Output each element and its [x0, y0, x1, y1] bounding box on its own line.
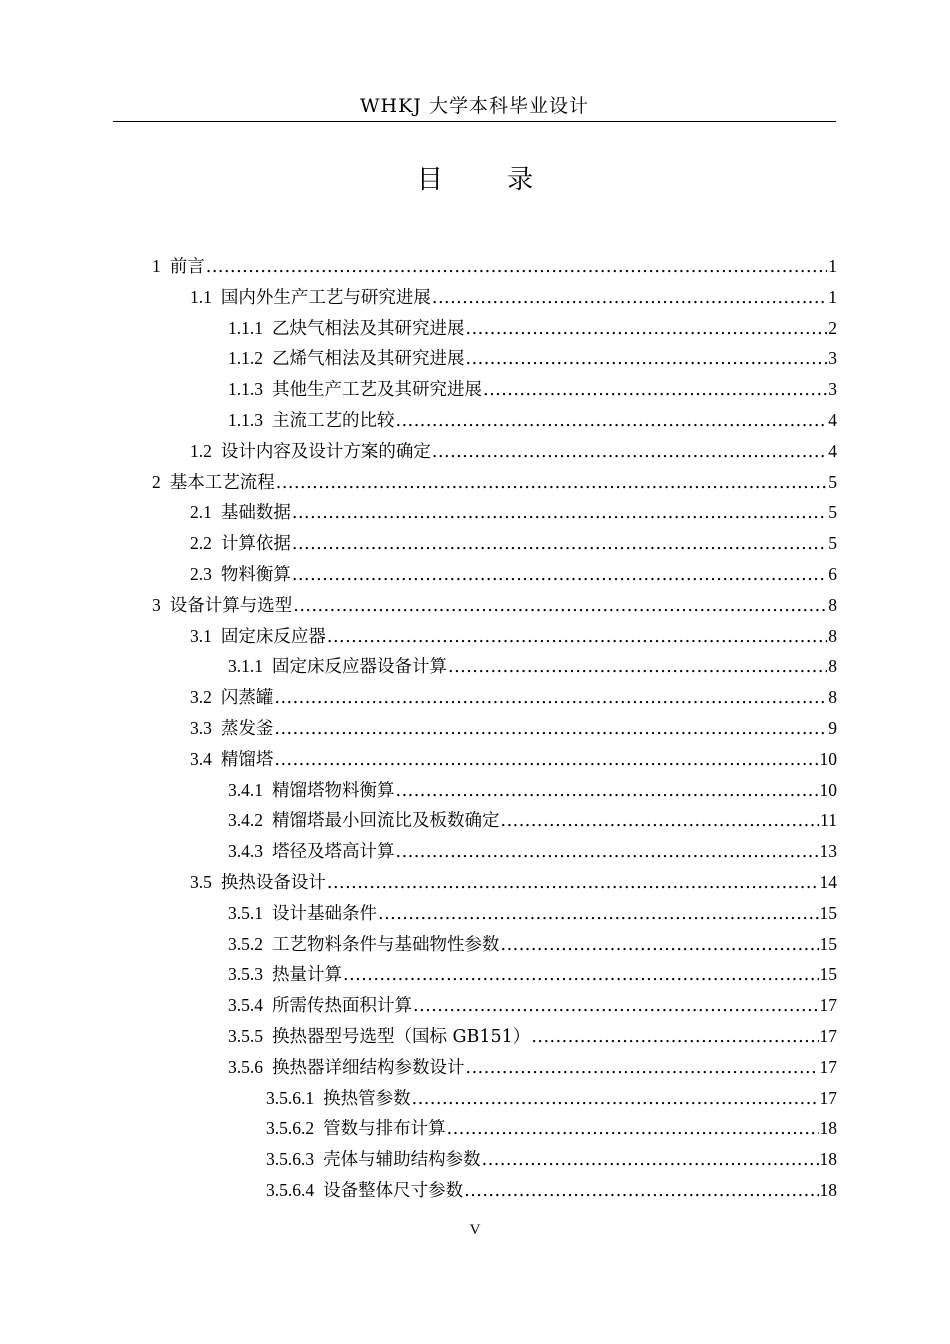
toc-entry-title: 换热设备设计 [220, 872, 326, 893]
toc-entry-number: 3.1 [190, 625, 212, 646]
toc-entry[interactable] [152, 775, 837, 806]
toc-entry-page: 8 [828, 687, 837, 708]
dot-leader [466, 344, 828, 375]
toc-entry-title: 设备整体尺寸参数 [323, 1180, 464, 1201]
toc-entry-title: 设计内容及设计方案的确定 [220, 441, 431, 462]
toc-entry-page: 15 [819, 964, 837, 985]
toc-entry-number: 3.5.6.1 [266, 1087, 315, 1108]
toc-entry-title: 固定床反应器设备计算 [272, 657, 447, 678]
dot-leader [482, 1145, 819, 1176]
toc-entry-title: 壳体与辅助结构参数 [323, 1150, 481, 1171]
toc-entry-page: 5 [828, 533, 837, 554]
running-header: WHKJ 大学本科毕业设计 [360, 95, 589, 117]
toc-entry-number: 3.5.6.2 [266, 1118, 315, 1139]
toc-entry[interactable] [152, 467, 837, 498]
dot-leader [501, 930, 819, 961]
toc-entry-page: 17 [819, 995, 837, 1016]
toc-entry-number: 1.1 [190, 286, 212, 307]
toc-entry[interactable] [152, 1021, 837, 1052]
toc-entry-title: 前言 [169, 257, 205, 277]
toc-entry[interactable] [152, 959, 837, 990]
dot-leader [412, 1084, 819, 1115]
dot-leader [413, 991, 819, 1022]
toc-entry[interactable] [152, 651, 837, 682]
toc-entry-page: 4 [828, 440, 837, 461]
toc-entry-number: 3.5.4 [228, 995, 263, 1016]
toc-entry[interactable] [152, 1083, 837, 1114]
dot-leader [432, 283, 827, 314]
toc-entry-title: 基础数据 [220, 503, 291, 524]
dot-leader [531, 1022, 818, 1053]
toc-entry[interactable] [152, 990, 837, 1021]
dot-leader [274, 714, 827, 745]
dot-leader [466, 1053, 819, 1084]
dot-leader [464, 1176, 818, 1207]
toc-entry-title: 换热管参数 [323, 1088, 411, 1109]
toc-entry-page: 6 [828, 563, 837, 584]
dot-leader [447, 1114, 819, 1145]
toc-entry-page: 17 [819, 1056, 837, 1077]
dot-leader [396, 406, 828, 437]
toc-entry[interactable] [152, 374, 837, 405]
toc-entry[interactable] [152, 590, 837, 621]
toc-entry[interactable] [152, 898, 837, 929]
toc-entry-number: 3.4.2 [228, 810, 263, 831]
toc-entry[interactable] [152, 282, 837, 313]
toc-entry-title: 热量计算 [272, 965, 342, 986]
toc-entry-number: 1 [152, 256, 161, 276]
toc-entry-title: 闪蒸罐 [220, 688, 274, 709]
toc-entry[interactable] [152, 621, 837, 652]
toc-entry-number: 3.5.1 [228, 902, 263, 923]
toc-entry-title: 计算依据 [220, 534, 291, 555]
toc-entry-number: 1.1.3 [228, 379, 263, 400]
toc-entry-title: 其他生产工艺及其研究进展 [272, 380, 482, 401]
toc-entry-page: 8 [828, 594, 837, 615]
toc-entry-page: 3 [828, 379, 837, 400]
toc-entry-page: 15 [819, 902, 837, 923]
toc-entry-page: 3 [828, 348, 837, 369]
dot-leader [292, 498, 827, 529]
toc-entry-page: 15 [819, 933, 837, 954]
page-number: V [469, 1222, 481, 1238]
toc-entry-number: 3.1.1 [228, 656, 263, 677]
toc-entry-number: 1.2 [190, 440, 212, 461]
toc-entry-number: 3.5.6.4 [266, 1179, 315, 1200]
toc-entry-page: 11 [820, 810, 837, 831]
toc-entry-number: 2.2 [190, 533, 212, 554]
toc-entry-number: 3.5.2 [228, 933, 263, 954]
toc-entry-title: 物料衡算 [220, 564, 291, 585]
toc-entry-number: 3.5.3 [228, 964, 263, 985]
toc-entry-page: 5 [828, 471, 837, 492]
toc-entry-title: 所需传热面积计算 [272, 996, 412, 1017]
toc-entry-number: 1.1.2 [228, 348, 263, 369]
toc-entry[interactable] [152, 1175, 837, 1206]
toc-entry-title: 设备计算与选型 [169, 595, 293, 616]
table-of-contents [152, 251, 837, 1206]
toc-entry-page: 10 [819, 748, 837, 769]
toc-entry[interactable] [152, 405, 837, 436]
toc-entry-page: 8 [828, 656, 837, 677]
toc-entry[interactable] [152, 929, 837, 960]
dot-leader [292, 560, 827, 591]
toc-entry-number: 1.1.1 [228, 317, 263, 338]
toc-entry-title: 乙炔气相法及其研究进展 [272, 318, 465, 339]
dot-leader [432, 437, 827, 468]
toc-entry-title: 工艺物料条件与基础物性参数 [272, 934, 500, 955]
toc-entry-page: 9 [828, 717, 837, 738]
toc-entry-number: 3.5.6 [228, 1056, 263, 1077]
toc-entry-page: 18 [819, 1118, 837, 1139]
toc-title: 目 录 [416, 165, 562, 195]
dot-leader [466, 314, 828, 345]
dot-leader [274, 683, 827, 714]
toc-entry-number: 3.5.5 [228, 1025, 263, 1046]
toc-entry-title: 精馏塔物料衡算 [272, 780, 395, 801]
toc-entry-page: 8 [828, 625, 837, 646]
toc-entry[interactable] [152, 867, 837, 898]
toc-entry[interactable] [152, 497, 837, 528]
toc-entry-title: 主流工艺的比较 [272, 410, 395, 431]
dot-leader [483, 375, 827, 406]
toc-entry-title: 固定床反应器 [220, 626, 326, 647]
toc-entry-title: 塔径及塔高计算 [272, 842, 395, 863]
toc-entry[interactable] [152, 682, 837, 713]
toc-entry-number: 3 [152, 594, 161, 615]
toc-entry-page: 14 [819, 871, 837, 892]
dot-leader [274, 745, 818, 776]
toc-entry-number: 2 [152, 471, 161, 492]
toc-entry-number: 3.5.6.3 [266, 1149, 315, 1170]
toc-entry-page: 18 [819, 1149, 837, 1170]
toc-entry[interactable] [152, 805, 837, 836]
dot-leader [396, 776, 819, 807]
toc-entry-number: 1.1.3 [228, 409, 263, 430]
toc-entry[interactable] [152, 436, 837, 467]
dot-leader [327, 622, 827, 653]
dot-leader [276, 468, 828, 499]
toc-entry-page: 17 [819, 1025, 837, 1046]
toc-entry-title: 换热器详细结构参数设计 [272, 1057, 465, 1078]
toc-entry-number: 3.4.1 [228, 779, 263, 800]
toc-entry[interactable] [152, 1113, 837, 1144]
toc-entry-page: 5 [828, 502, 837, 523]
dot-leader [396, 837, 819, 868]
dot-leader [206, 252, 828, 283]
toc-entry-number: 3.2 [190, 687, 212, 708]
dot-leader [293, 591, 827, 622]
toc-entry-page: 1 [828, 286, 837, 307]
toc-entry-title: 管数与排布计算 [323, 1119, 446, 1140]
dot-leader [448, 652, 827, 683]
toc-entry[interactable] [152, 559, 837, 590]
header-rule [113, 121, 836, 122]
toc-entry[interactable] [152, 713, 837, 744]
dot-leader [343, 960, 819, 991]
toc-entry[interactable] [152, 1052, 837, 1083]
toc-entry-page: 1 [828, 256, 837, 276]
toc-entry-title: 蒸发釜 [220, 718, 274, 739]
toc-entry-title: 换热器型号选型（国标 GB151） [272, 1026, 531, 1047]
toc-entry-title: 国内外生产工艺与研究进展 [220, 287, 431, 308]
toc-entry-page: 10 [819, 779, 837, 800]
dot-leader [378, 899, 819, 930]
toc-entry[interactable] [152, 1144, 837, 1175]
toc-entry-title: 基本工艺流程 [169, 472, 275, 493]
toc-entry-number: 2.1 [190, 502, 212, 523]
dot-leader [327, 868, 819, 899]
toc-entry-title: 精馏塔 [220, 749, 274, 770]
toc-entry-title: 精馏塔最小回流比及板数确定 [272, 811, 500, 832]
toc-entry[interactable] [152, 251, 837, 282]
toc-entry-page: 17 [819, 1087, 837, 1108]
toc-entry[interactable] [152, 313, 837, 344]
dot-leader [501, 806, 820, 837]
toc-entry-page: 2 [828, 317, 837, 338]
toc-entry-number: 3.5 [190, 871, 212, 892]
toc-entry-number: 3.4 [190, 748, 212, 769]
toc-entry[interactable] [152, 744, 837, 775]
toc-entry-number: 3.4.3 [228, 841, 263, 862]
toc-entry[interactable] [152, 836, 837, 867]
toc-entry-page: 18 [819, 1179, 837, 1200]
dot-leader [292, 529, 827, 560]
toc-entry-number: 3.3 [190, 717, 212, 738]
toc-entry-title: 设计基础条件 [272, 903, 377, 924]
toc-entry-page: 4 [828, 409, 837, 430]
toc-entry-page: 13 [819, 841, 837, 862]
toc-entry[interactable] [152, 343, 837, 374]
toc-entry-number: 2.3 [190, 563, 212, 584]
toc-entry-title: 乙烯气相法及其研究进展 [272, 349, 465, 370]
toc-entry[interactable] [152, 528, 837, 559]
